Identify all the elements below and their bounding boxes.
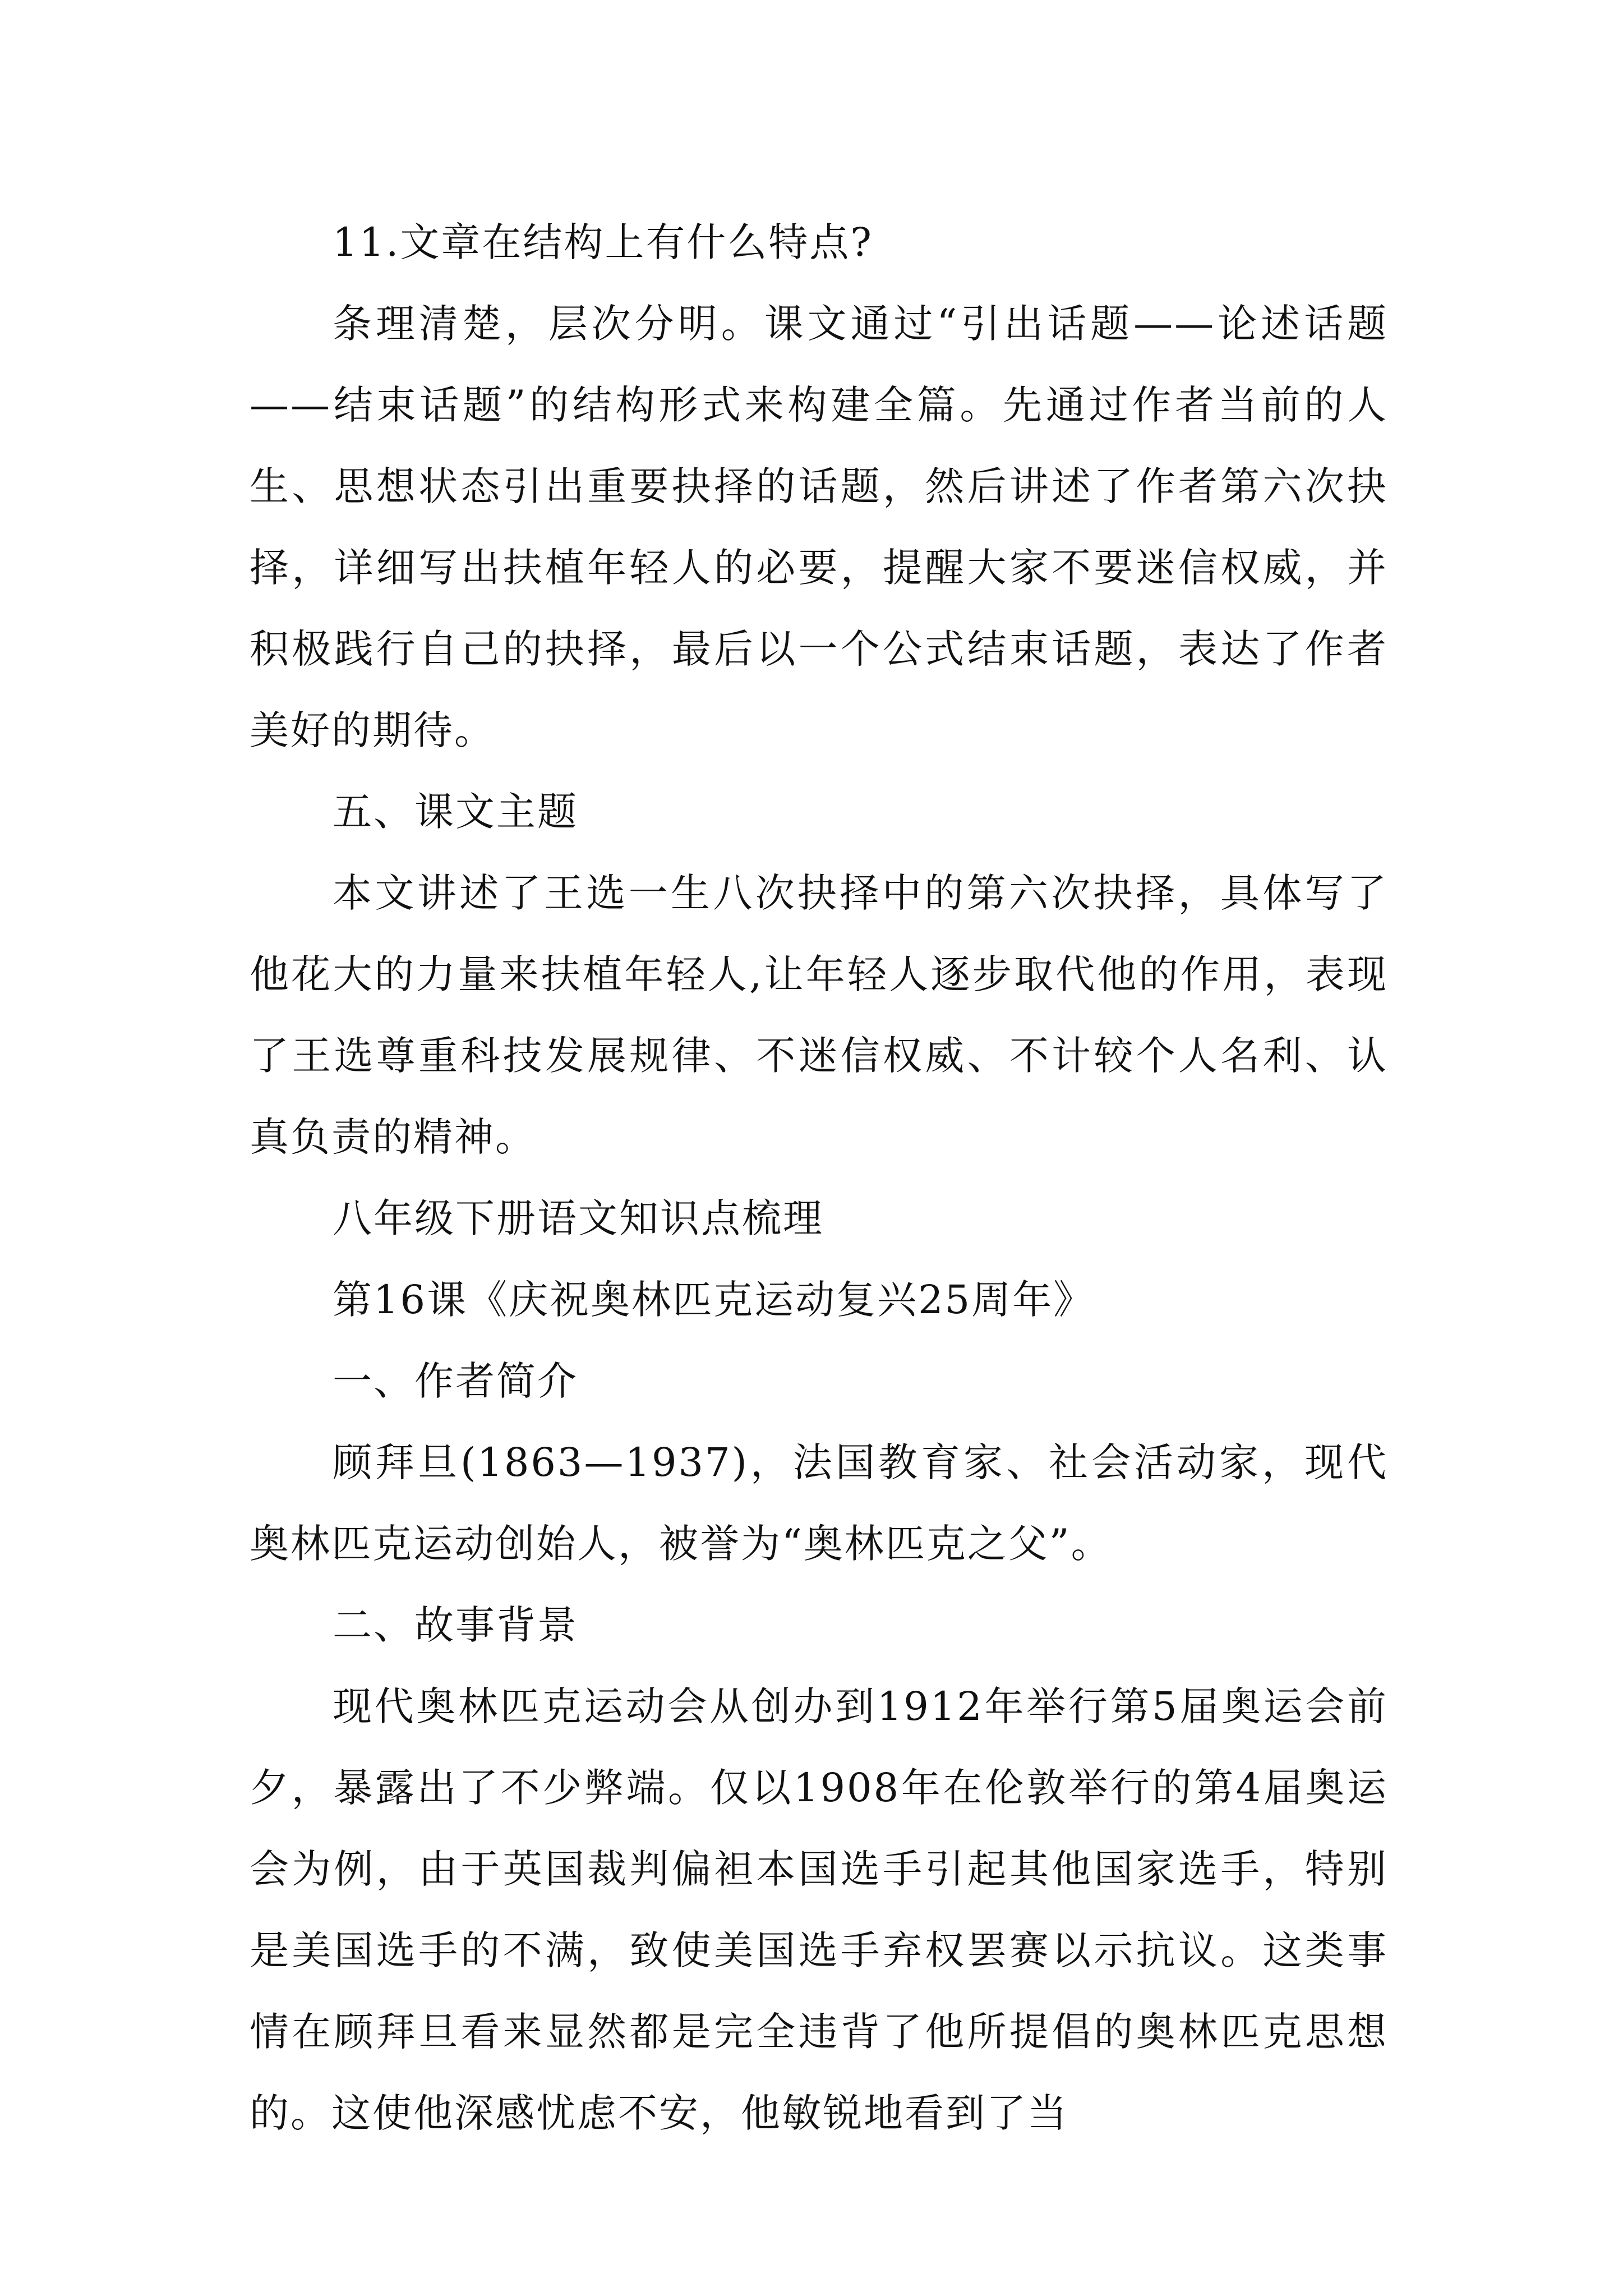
answer-paragraph: 条理清楚，层次分明。课文通过“引出话题——论述话题——结束话题”的结构形式来构建全篇。先通过作者当前的人生、思想状态引出重要抉择的话题，然后讲述了作者第六次抉择，详细写出扶植年轻人的必要，提醒大家不要迷信权威，并积极践行自己的抉择，最后以一个公式结束话题，表达了作者美好的期待。 bbox=[250, 301, 1388, 753]
section-heading-background: 二、故事背景 bbox=[333, 1602, 578, 1648]
question-11: 11.文章在结构上有什么特点? bbox=[333, 219, 873, 265]
document-title: 八年级下册语文知识点梳理 bbox=[333, 1195, 824, 1241]
lesson-title: 第16课《庆祝奥林匹克运动复兴25周年》 bbox=[333, 1277, 1095, 1323]
document-body bbox=[250, 202, 1388, 2154]
section-heading-theme: 五、课文主题 bbox=[333, 789, 578, 835]
section-heading-author: 一、作者简介 bbox=[333, 1358, 578, 1404]
background-paragraph: 现代奥林匹克运动会从创办到1912年举行第5届奥运会前夕，暴露出了不少弊端。仅以1908年在伦敦举行的第4届奥运会为例，由于英国裁判偏袒本国选手引起其他国家选手，特别是美国选手的不满，致使美国选手弃权罢赛以示抗议。这类事情在顾拜旦看来显然都是完全违背了他所提倡的奥林匹克思想的。这使他深感忧虑不安，他敏锐地看到了当 bbox=[250, 1683, 1388, 2136]
author-paragraph: 顾拜旦(1863—1937)，法国教育家、社会活动家，现代奥林匹克运动创始人，被誉为“奥林匹克之父”。 bbox=[250, 1439, 1388, 1567]
theme-paragraph: 本文讲述了王选一生八次抉择中的第六次抉择，具体写了他花大的力量来扶植年轻人,让年轻人逐步取代他的作用，表现了王选尊重科技发展规律、不迷信权威、不计较个人名利、认真负责的精神。 bbox=[250, 870, 1388, 1160]
